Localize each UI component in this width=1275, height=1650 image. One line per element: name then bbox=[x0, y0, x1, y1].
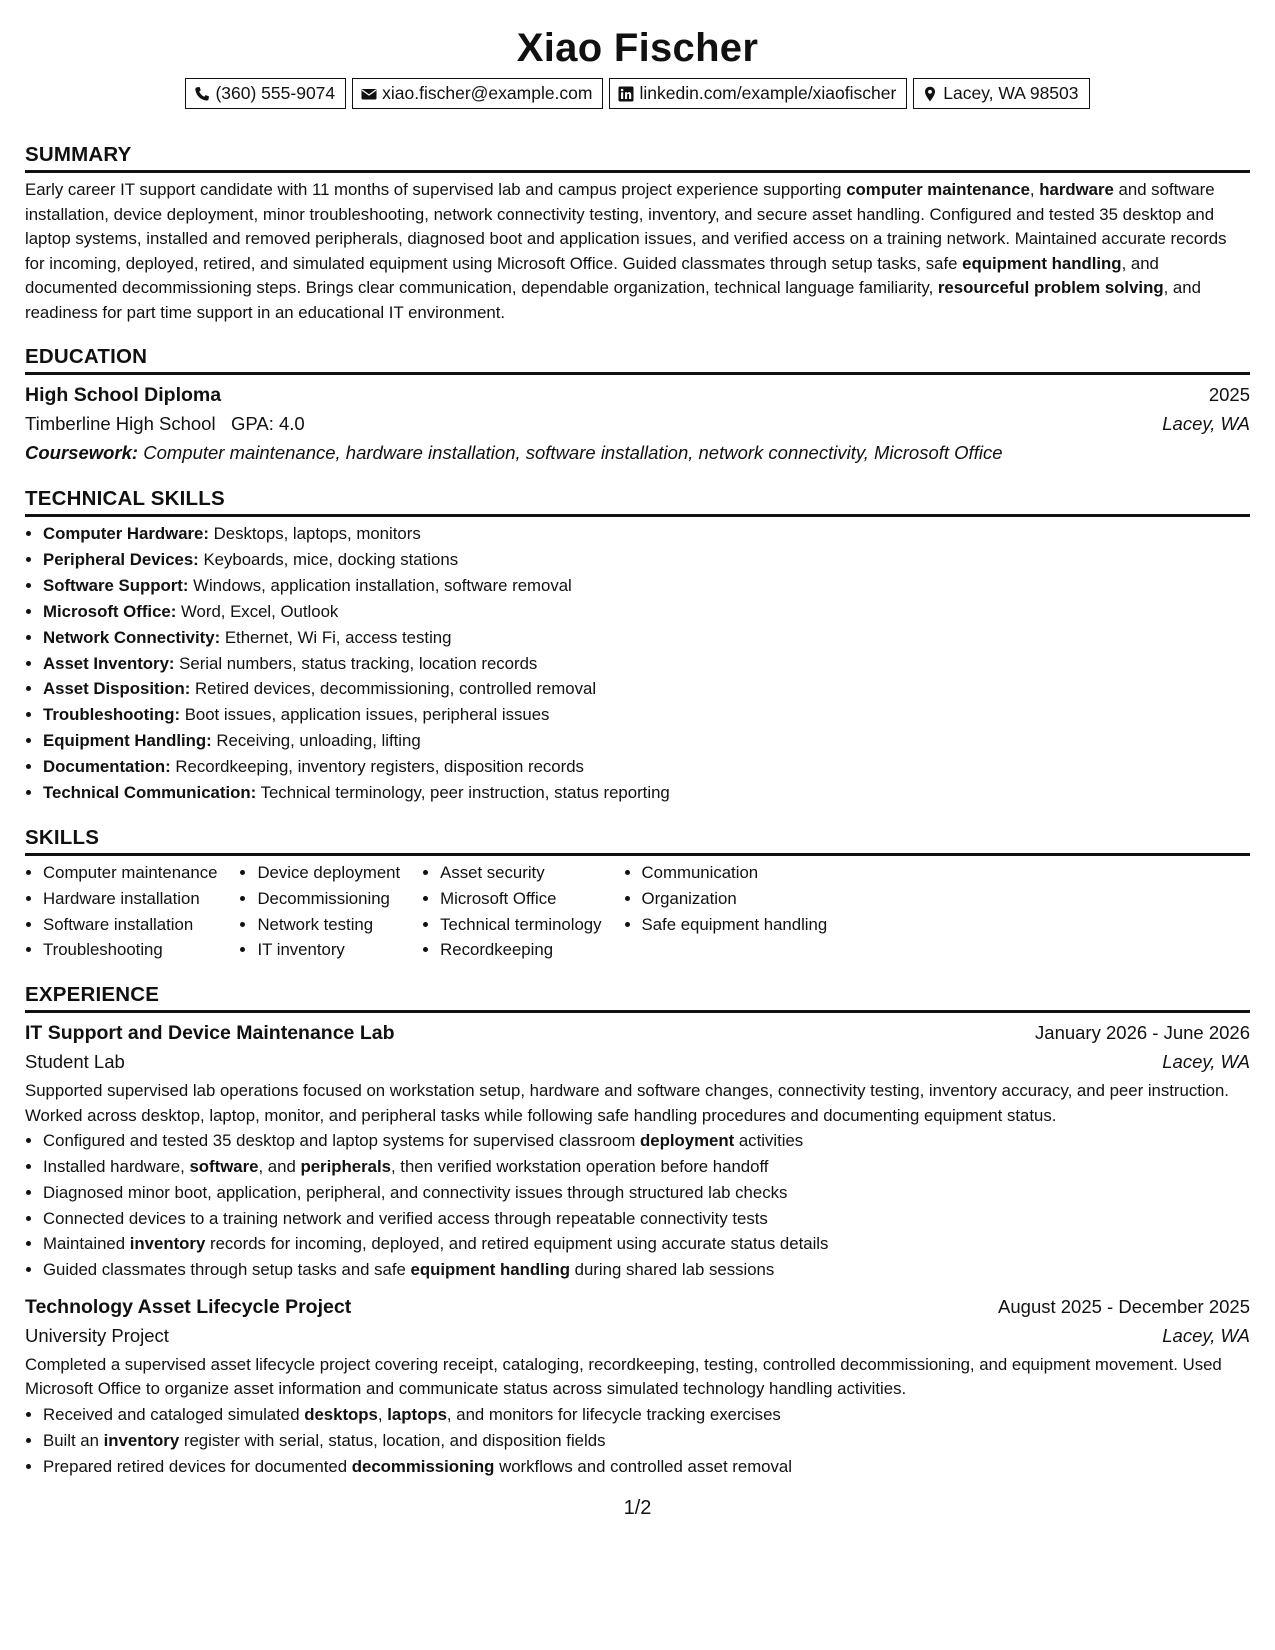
phone-text: (360) 555-9074 bbox=[215, 83, 336, 103]
graduation-year: 2025 bbox=[1208, 384, 1250, 405]
education-section bbox=[25, 345, 1250, 467]
skill-values: Receiving, unloading, lifting bbox=[211, 731, 421, 751]
text-run: , and monitors for lifecycle tracking exercises bbox=[446, 1404, 781, 1424]
skill-category: Troubleshooting: bbox=[43, 705, 181, 725]
skill-item: • Technical terminology bbox=[440, 912, 601, 938]
job-bullet bbox=[43, 1428, 1250, 1454]
coursework-line bbox=[25, 439, 1250, 467]
job-title: Technology Asset Lifecycle Project bbox=[25, 1295, 352, 1318]
experience-heading: EXPERIENCE bbox=[25, 983, 1250, 1013]
bold-phrase: laptops bbox=[387, 1404, 447, 1424]
experience-entry-header bbox=[25, 1019, 1250, 1047]
job-bullets bbox=[25, 1128, 1250, 1283]
bold-phrase: inventory bbox=[129, 1234, 206, 1254]
coursework-label: Coursework: bbox=[25, 442, 139, 463]
skill-item: • Software installation bbox=[43, 912, 217, 938]
contact-linkedin[interactable] bbox=[609, 78, 907, 109]
job-bullets bbox=[25, 1402, 1250, 1479]
gpa: GPA: 4.0 bbox=[231, 413, 305, 434]
text-run: , and bbox=[258, 1156, 301, 1176]
job-location: Lacey, WA bbox=[1162, 1051, 1250, 1073]
page-number: 1/2 bbox=[623, 1497, 652, 1519]
bold-phrase: equipment handling bbox=[410, 1260, 570, 1280]
bold-phrase: hardware bbox=[1039, 180, 1114, 199]
experience-entry-sub bbox=[25, 1047, 1250, 1077]
coursework-list: Computer maintenance, hardware installation, software installation, network connectivity, Microsoft Office bbox=[138, 442, 1003, 463]
text-run: Installed hardware, bbox=[43, 1156, 190, 1176]
job-bullet bbox=[43, 1154, 1250, 1180]
text-run: and software installation, device deployment, minor troubleshooting, network connectivity testing, inventory, and secure asset handling. Configured and tested 35 desktop and laptop systems, installed and removed peripherals, diagnosed boot and application issues, and verified access on a training network. Maintained accurate records for incoming, deployed, retired, and simulated equipment using Microsoft Office. Guided classmates through setup tasks, safe bbox=[25, 180, 1227, 273]
degree-title: High School Diploma bbox=[25, 384, 222, 406]
skills-section bbox=[25, 826, 1250, 963]
linkedin-icon bbox=[618, 86, 634, 102]
skill-category: Software Support: bbox=[43, 575, 189, 595]
bold-phrase: decommissioning bbox=[351, 1456, 495, 1476]
text-run: records for incoming, deployed, and retired equipment using accurate status details bbox=[205, 1234, 829, 1254]
skill-values: Technical terminology, peer instruction, status reporting bbox=[256, 783, 670, 803]
skills-column bbox=[239, 860, 400, 963]
technical-skill-item bbox=[43, 573, 1250, 599]
technical-skill-item bbox=[43, 651, 1250, 677]
contact-email[interactable] bbox=[352, 78, 603, 109]
contact-location[interactable] bbox=[913, 78, 1089, 109]
summary-heading: SUMMARY bbox=[25, 143, 1250, 173]
skill-values: Keyboards, mice, docking stations bbox=[198, 549, 459, 569]
bold-phrase: computer maintenance bbox=[846, 180, 1030, 199]
experience-entries bbox=[25, 1019, 1250, 1479]
text-run: , bbox=[377, 1404, 388, 1424]
map-pin-icon bbox=[922, 86, 938, 102]
skill-item: • Troubleshooting bbox=[43, 937, 217, 963]
summary-section bbox=[25, 143, 1250, 325]
skill-category: Technical Communication: bbox=[43, 783, 257, 803]
bold-phrase: resourceful problem solving bbox=[937, 278, 1164, 297]
skill-item: • Organization bbox=[642, 886, 828, 912]
job-dates: January 2026 - June 2026 bbox=[1035, 1022, 1250, 1044]
school-line bbox=[25, 409, 305, 439]
technical-skills-section bbox=[25, 487, 1250, 806]
skill-values: Serial numbers, status tracking, location records bbox=[174, 653, 538, 673]
email-text: xiao.fischer@example.com bbox=[382, 83, 593, 103]
text-run: Built an bbox=[43, 1430, 104, 1450]
skills-grid bbox=[25, 860, 1250, 963]
text-run: activities bbox=[734, 1131, 804, 1151]
job-bullet bbox=[43, 1231, 1250, 1257]
skill-item: • Decommissioning bbox=[257, 886, 400, 912]
job-bullet bbox=[43, 1454, 1250, 1480]
technical-skills-list bbox=[25, 521, 1250, 806]
job-bullet bbox=[43, 1257, 1250, 1283]
text-run: , and documented decommissioning steps. Brings clear communication, dependable organization, technical language familiarity, bbox=[25, 253, 1159, 297]
skill-category: Network Connectivity: bbox=[43, 627, 221, 647]
bold-phrase: equipment handling bbox=[962, 253, 1122, 273]
skill-values: Recordkeeping, inventory registers, disposition records bbox=[170, 757, 584, 777]
resume-page bbox=[25, 0, 1250, 1479]
skill-values: Ethernet, Wi Fi, access testing bbox=[220, 627, 452, 647]
technical-skill-item bbox=[43, 547, 1250, 573]
text-run: , bbox=[1029, 180, 1040, 199]
skill-item: • Safe equipment handling bbox=[642, 912, 828, 938]
technical-skills-heading: TECHNICAL SKILLS bbox=[25, 487, 1250, 517]
job-description: Supported supervised lab operations focused on workstation setup, hardware and software changes, connectivity testing, inventory accuracy, and peer instruction. Worked across desktop, laptop, monitor, and peripheral tasks while following safe handling procedures and documenting equipment status. bbox=[25, 1081, 1229, 1125]
skills-column bbox=[624, 860, 828, 963]
education-entry-sub bbox=[25, 409, 1250, 439]
text-run: Prepared retired devices for documented bbox=[43, 1456, 352, 1476]
text-run: register with serial, status, location, and disposition fields bbox=[179, 1430, 606, 1450]
job-organization: University Project bbox=[25, 1324, 169, 1346]
skill-values: Retired devices, decommissioning, controlled removal bbox=[190, 679, 597, 699]
technical-skill-item bbox=[43, 728, 1250, 754]
phone-icon bbox=[194, 86, 210, 102]
skill-values: Windows, application installation, software removal bbox=[188, 575, 572, 595]
skill-item: • Computer maintenance bbox=[43, 860, 217, 886]
experience-entry bbox=[25, 1293, 1250, 1479]
job-bullet bbox=[43, 1180, 1250, 1206]
bold-phrase: deployment bbox=[640, 1131, 735, 1151]
skills-column bbox=[25, 860, 217, 963]
skills-heading: SKILLS bbox=[25, 826, 1250, 856]
text-run: Early career IT support candidate with 11 months of supervised lab and campus project experience supporting bbox=[25, 180, 847, 199]
candidate-name: Xiao Fischer bbox=[516, 26, 759, 70]
bold-phrase: peripherals bbox=[300, 1156, 391, 1176]
text-run: Configured and tested 35 desktop and laptop systems for supervised classroom bbox=[43, 1131, 640, 1151]
skill-values: Desktops, laptops, monitors bbox=[208, 524, 421, 543]
experience-entry bbox=[25, 1019, 1250, 1283]
summary-text bbox=[25, 178, 1250, 325]
text-run: Diagnosed minor boot, application, peripheral, and connectivity issues through structured lab checks bbox=[43, 1182, 788, 1202]
text-run: Guided classmates through setup tasks and safe bbox=[43, 1260, 411, 1280]
technical-skill-item bbox=[43, 625, 1250, 651]
skill-item: • Microsoft Office bbox=[440, 886, 601, 912]
bold-phrase: software bbox=[189, 1156, 259, 1176]
education-heading: EDUCATION bbox=[25, 345, 1250, 375]
technical-skill-item bbox=[43, 599, 1250, 625]
skill-category: Documentation: bbox=[43, 757, 171, 777]
contact-phone[interactable] bbox=[185, 78, 346, 109]
skill-category: Asset Inventory: bbox=[43, 653, 175, 673]
text-run: during shared lab sessions bbox=[569, 1260, 775, 1280]
skill-item: • Hardware installation bbox=[43, 886, 217, 912]
skill-item: • IT inventory bbox=[257, 937, 400, 963]
education-entry-header bbox=[25, 381, 1250, 409]
technical-skill-item bbox=[43, 521, 1250, 547]
skill-category: Equipment Handling: bbox=[43, 731, 212, 751]
job-bullet bbox=[43, 1206, 1250, 1232]
envelope-icon bbox=[361, 86, 377, 102]
job-dates: August 2025 - December 2025 bbox=[998, 1295, 1250, 1317]
skill-category: Computer Hardware: bbox=[43, 524, 209, 543]
skill-item: • Recordkeeping bbox=[440, 937, 601, 963]
technical-skill-item bbox=[43, 754, 1250, 780]
location-text: Lacey, WA 98503 bbox=[943, 83, 1079, 103]
skill-category: Asset Disposition: bbox=[43, 679, 191, 699]
skill-category: Microsoft Office: bbox=[43, 601, 177, 621]
skill-values: Boot issues, application issues, peripheral issues bbox=[180, 705, 550, 725]
text-run: workflows and controlled asset removal bbox=[494, 1456, 792, 1476]
experience-section bbox=[25, 983, 1250, 1479]
skill-item: • Device deployment bbox=[257, 860, 400, 886]
bold-phrase: inventory bbox=[103, 1430, 180, 1450]
skills-column bbox=[422, 860, 601, 963]
technical-skill-item bbox=[43, 780, 1250, 806]
text-run: , then verified workstation operation before handoff bbox=[390, 1156, 769, 1176]
skill-category: Peripheral Devices: bbox=[43, 549, 199, 569]
skill-item: • Communication bbox=[642, 860, 828, 886]
experience-entry-header bbox=[25, 1293, 1250, 1321]
job-title: IT Support and Device Maintenance Lab bbox=[25, 1022, 395, 1045]
school-name: Timberline High School bbox=[25, 413, 216, 434]
technical-skill-item bbox=[43, 702, 1250, 728]
skill-values: Word, Excel, Outlook bbox=[176, 601, 339, 621]
technical-skill-item bbox=[43, 676, 1250, 702]
skill-item: • Asset security bbox=[440, 860, 601, 886]
job-bullet bbox=[43, 1128, 1250, 1154]
text-run: Connected devices to a training network and verified access through repeatable connectivity tests bbox=[43, 1208, 768, 1228]
text-run: , and readiness for part time support in an educational IT environment. bbox=[25, 278, 1201, 322]
job-bullet bbox=[43, 1402, 1250, 1428]
text-run: Maintained bbox=[43, 1234, 130, 1254]
contact-bar bbox=[25, 78, 1250, 109]
experience-entry-sub bbox=[25, 1321, 1250, 1351]
bold-phrase: desktops bbox=[304, 1404, 378, 1424]
text-run: Received and cataloged simulated bbox=[43, 1404, 305, 1424]
job-location: Lacey, WA bbox=[1162, 1324, 1250, 1346]
school-location: Lacey, WA bbox=[1162, 413, 1250, 434]
job-organization: Student Lab bbox=[25, 1051, 125, 1073]
linkedin-text: linkedin.com/example/xiaofischer bbox=[639, 83, 897, 103]
skill-item: • Network testing bbox=[257, 912, 400, 938]
job-description: Completed a supervised asset lifecycle project covering receipt, cataloging, recordkeeping, testing, controlled decommissioning, and equipment movement. Used Microsoft Office to organize asset information and communicate status across simulated technology handling activities. bbox=[25, 1354, 1222, 1399]
